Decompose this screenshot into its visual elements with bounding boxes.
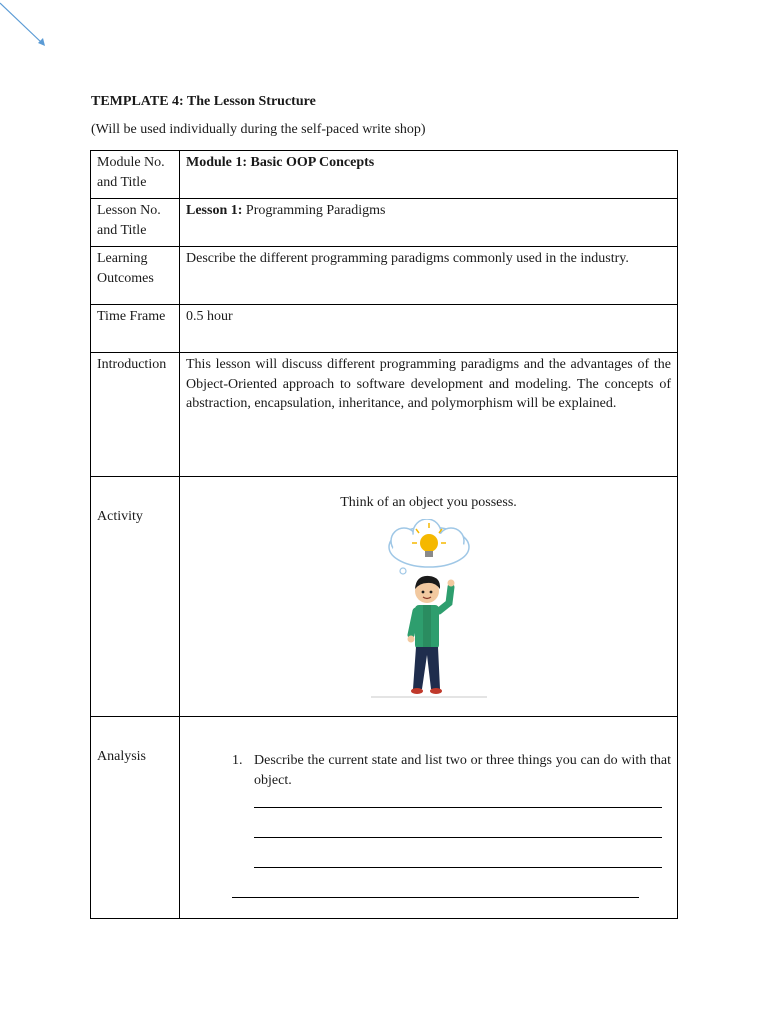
introduction-value: This lesson will discuss different programming paradigms and the advantages of the Object-Oriented approach to software development and modeling. The concepts of abstraction, encapsulation, inheritance, and polymorphism will be explained.	[180, 353, 678, 477]
activity-label: Activity	[97, 509, 143, 524]
analysis-content	[180, 717, 678, 919]
document-subtitle: (Will be used individually during the self-paced write shop)	[91, 122, 426, 137]
lesson-title: Programming Paradigms	[245, 203, 386, 218]
activity-prompt: Think of an object you possess.	[340, 495, 517, 510]
activity-label-cell	[91, 477, 180, 717]
answer-line[interactable]	[254, 867, 662, 868]
module-value: Module 1: Basic OOP Concepts	[180, 151, 678, 199]
outcomes-row	[91, 247, 678, 305]
lesson-row	[91, 199, 678, 247]
time-frame-row	[91, 305, 678, 353]
module-row	[91, 151, 678, 199]
outcomes-label: Learning Outcomes	[91, 247, 180, 305]
lesson-number: Lesson 1:	[186, 203, 243, 218]
time-frame-value: 0.5 hour	[180, 305, 678, 353]
module-label: Module No. and Title	[91, 151, 180, 199]
lesson-value	[180, 199, 678, 247]
lesson-label: Lesson No. and Title	[91, 199, 180, 247]
document-title: TEMPLATE 4: The Lesson Structure	[91, 94, 316, 109]
analysis-row	[91, 717, 678, 919]
introduction-label: Introduction	[91, 353, 180, 477]
analysis-label-cell	[91, 717, 180, 919]
corner-arrow-icon	[0, 0, 50, 50]
analysis-label: Analysis	[97, 749, 146, 764]
answer-line[interactable]	[232, 897, 639, 898]
boy-head	[415, 575, 440, 602]
activity-row	[91, 477, 678, 717]
answer-line[interactable]	[254, 837, 662, 838]
lesson-structure-table	[90, 150, 678, 919]
outcomes-value: Describe the different programming paradigms commonly used in the industry.	[180, 247, 678, 305]
answer-line[interactable]	[254, 807, 662, 808]
question-number: 1.	[232, 753, 243, 768]
introduction-row	[91, 353, 678, 477]
thinking-boy-illustration	[369, 519, 489, 701]
time-frame-label: Time Frame	[91, 305, 180, 353]
analysis-question	[186, 751, 671, 790]
activity-content	[180, 477, 678, 717]
question-text: Describe the current state and list two or three things you can do with that object.	[254, 753, 671, 788]
